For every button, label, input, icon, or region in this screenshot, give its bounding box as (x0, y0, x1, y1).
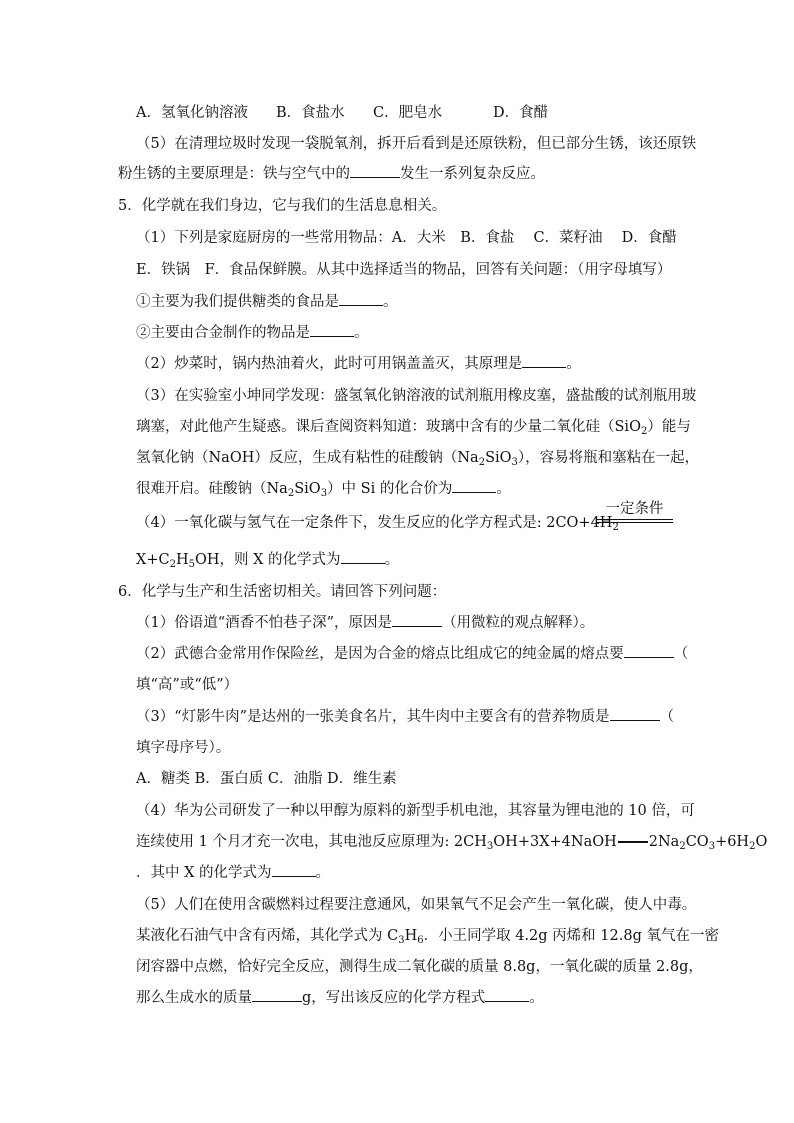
q6-part3-line1: （3）“灯影牛肉”是达州的一张美食名片，其牛肉中主要含有的营养物质是 （ (136, 709, 675, 725)
option-a: A．氢氧化钠溶液 (136, 105, 248, 121)
reaction-condition-label: 一定条件 (605, 501, 664, 517)
q6-part1: （1）俗语道“酒香不怕巷子深”，原因是 （用微粒的观点解释）。 (136, 615, 595, 631)
q6-part4-line1: （4）华为公司研发了一种以甲醇为原料的新型手机电池，其容量为锂电池的 10 倍，可 (136, 803, 695, 819)
q6-part2-line2: 填“高”或“低”） (136, 677, 239, 693)
equals-sign (618, 841, 648, 843)
q5-part2: （2）炒菜时，锅内热油着火，此时可用锅盖盖灭，其原理是 。 (136, 356, 581, 372)
answer-blank[interactable] (310, 335, 354, 337)
q5-part3-line2: 璃塞，对此他产生疑惑。课后查阅资料知道：玻璃中含有的少量二氧化硅（SiO$_2$）能与 (136, 419, 691, 437)
q6-part2-line1: （2）武德合金常用作保险丝，是因为合金的熔点比组成它的纯金属的熔点要 （ (136, 646, 689, 662)
question-5-title: 5．化学就在我们身边，它与我们的生活息息相关。 (118, 198, 447, 214)
option-b: B．食盐水 (276, 105, 345, 121)
q5-part3-line3: 氢氧化钠（NaOH）反应，生成有粘性的硅酸钠$(Na_2SiO_3)$，容易将瓶和塞粘在一起， (136, 450, 700, 468)
q4-part5-line2: 粉生锈的主要原理是：铁与空气中的 发生一系列复杂反应。 (118, 166, 545, 182)
answer-blank[interactable] (452, 491, 496, 493)
q5-part3-line1: （3）在实验室小坤同学发现：盛氢氧化钠溶液的试剂瓶用橡皮塞，盛盐酸的试剂瓶用玻 (136, 388, 697, 404)
answer-blank[interactable] (350, 176, 400, 178)
answer-blank[interactable] (624, 656, 674, 658)
q5-part4-line2: $X+C_2H_5OH$，则 X 的化学式为 。 (136, 552, 400, 570)
answer-blank[interactable] (252, 1000, 302, 1002)
option-d: D．食醋 (493, 105, 549, 121)
q6-part3-line2: 填字母序号）。 (136, 740, 231, 756)
q5-sub1: ①主要为我们提供糖类的食品是 。 (136, 294, 398, 310)
answer-blank[interactable] (339, 304, 383, 306)
q6-part5-line2: 某液化石油气中含有丙烯，其化学式为 $C_3H_6$．小王同学取 4.2g 丙烯和 12.8g 氧气在一密 (136, 928, 719, 946)
q6-part3-options: A．糖类 B．蛋白质 C．油脂 D．维生素 (136, 771, 397, 787)
q5-part1-line1: （1）下列是家庭厨房的一些常用物品：A．大米 B．食盐 C．菜籽油 D．食醋 (136, 230, 677, 246)
q6-part4-line3: ．其中 X 的化学式为 。 (136, 865, 331, 881)
question-6-title: 6．化学与生产和生活密切相关。请回答下列问题： (118, 584, 447, 600)
q6-part4-line2: 连续使用 1 个月才充一次电，其电池反应原理为: $2CH_3OH+3X+4NaOH$ $2Na_2CO_3+6H_2O$ (136, 834, 768, 852)
q6-part5-line1: （5）人们在使用含碳燃料过程要注意通风，如果氧气不足会产生一氧化碳，使人中毒。 (136, 897, 697, 913)
q6-part5-line4: 那么生成水的质量 g，写出该反应的化学方程式 。 (136, 990, 544, 1006)
option-c: C．肥皂水 (373, 105, 443, 121)
answer-blank[interactable] (392, 625, 442, 627)
answer-blank[interactable] (272, 875, 316, 877)
reaction-condition-arrow (596, 499, 673, 529)
answer-blank[interactable] (610, 719, 660, 721)
q4-part5-line1: （5）在清理垃圾时发现一袋脱氧剂，拆开后看到是还原铁粉，但已部分生锈，该还原铁 (136, 136, 697, 152)
q5-sub2: ②主要由合金制作的物品是 。 (136, 325, 369, 341)
answer-blank[interactable] (341, 562, 385, 564)
q6-part5-line3: 闭容器中点燃，恰好完全反应，测得生成二氧化碳的质量 8.8g，一氧化碳的质量 2.8g， (136, 959, 703, 975)
options-line-q4 (136, 103, 548, 123)
answer-blank[interactable] (522, 366, 566, 368)
answer-blank[interactable] (485, 1000, 529, 1002)
q5-part1-line2: E．铁锅 F．食品保鲜膜。从其中选择适当的物品，回答有关问题：（用字母填写） (136, 262, 672, 278)
q5-part3-line4: 很难开启。硅酸钠$(Na_2SiO_3)$中 Si 的化合价为 。 (136, 481, 511, 499)
q5-part4-line1: （4）一氧化碳与氢气在一定条件下，发生反应的化学方程式是: $2CO+4H_2$ (136, 515, 619, 533)
